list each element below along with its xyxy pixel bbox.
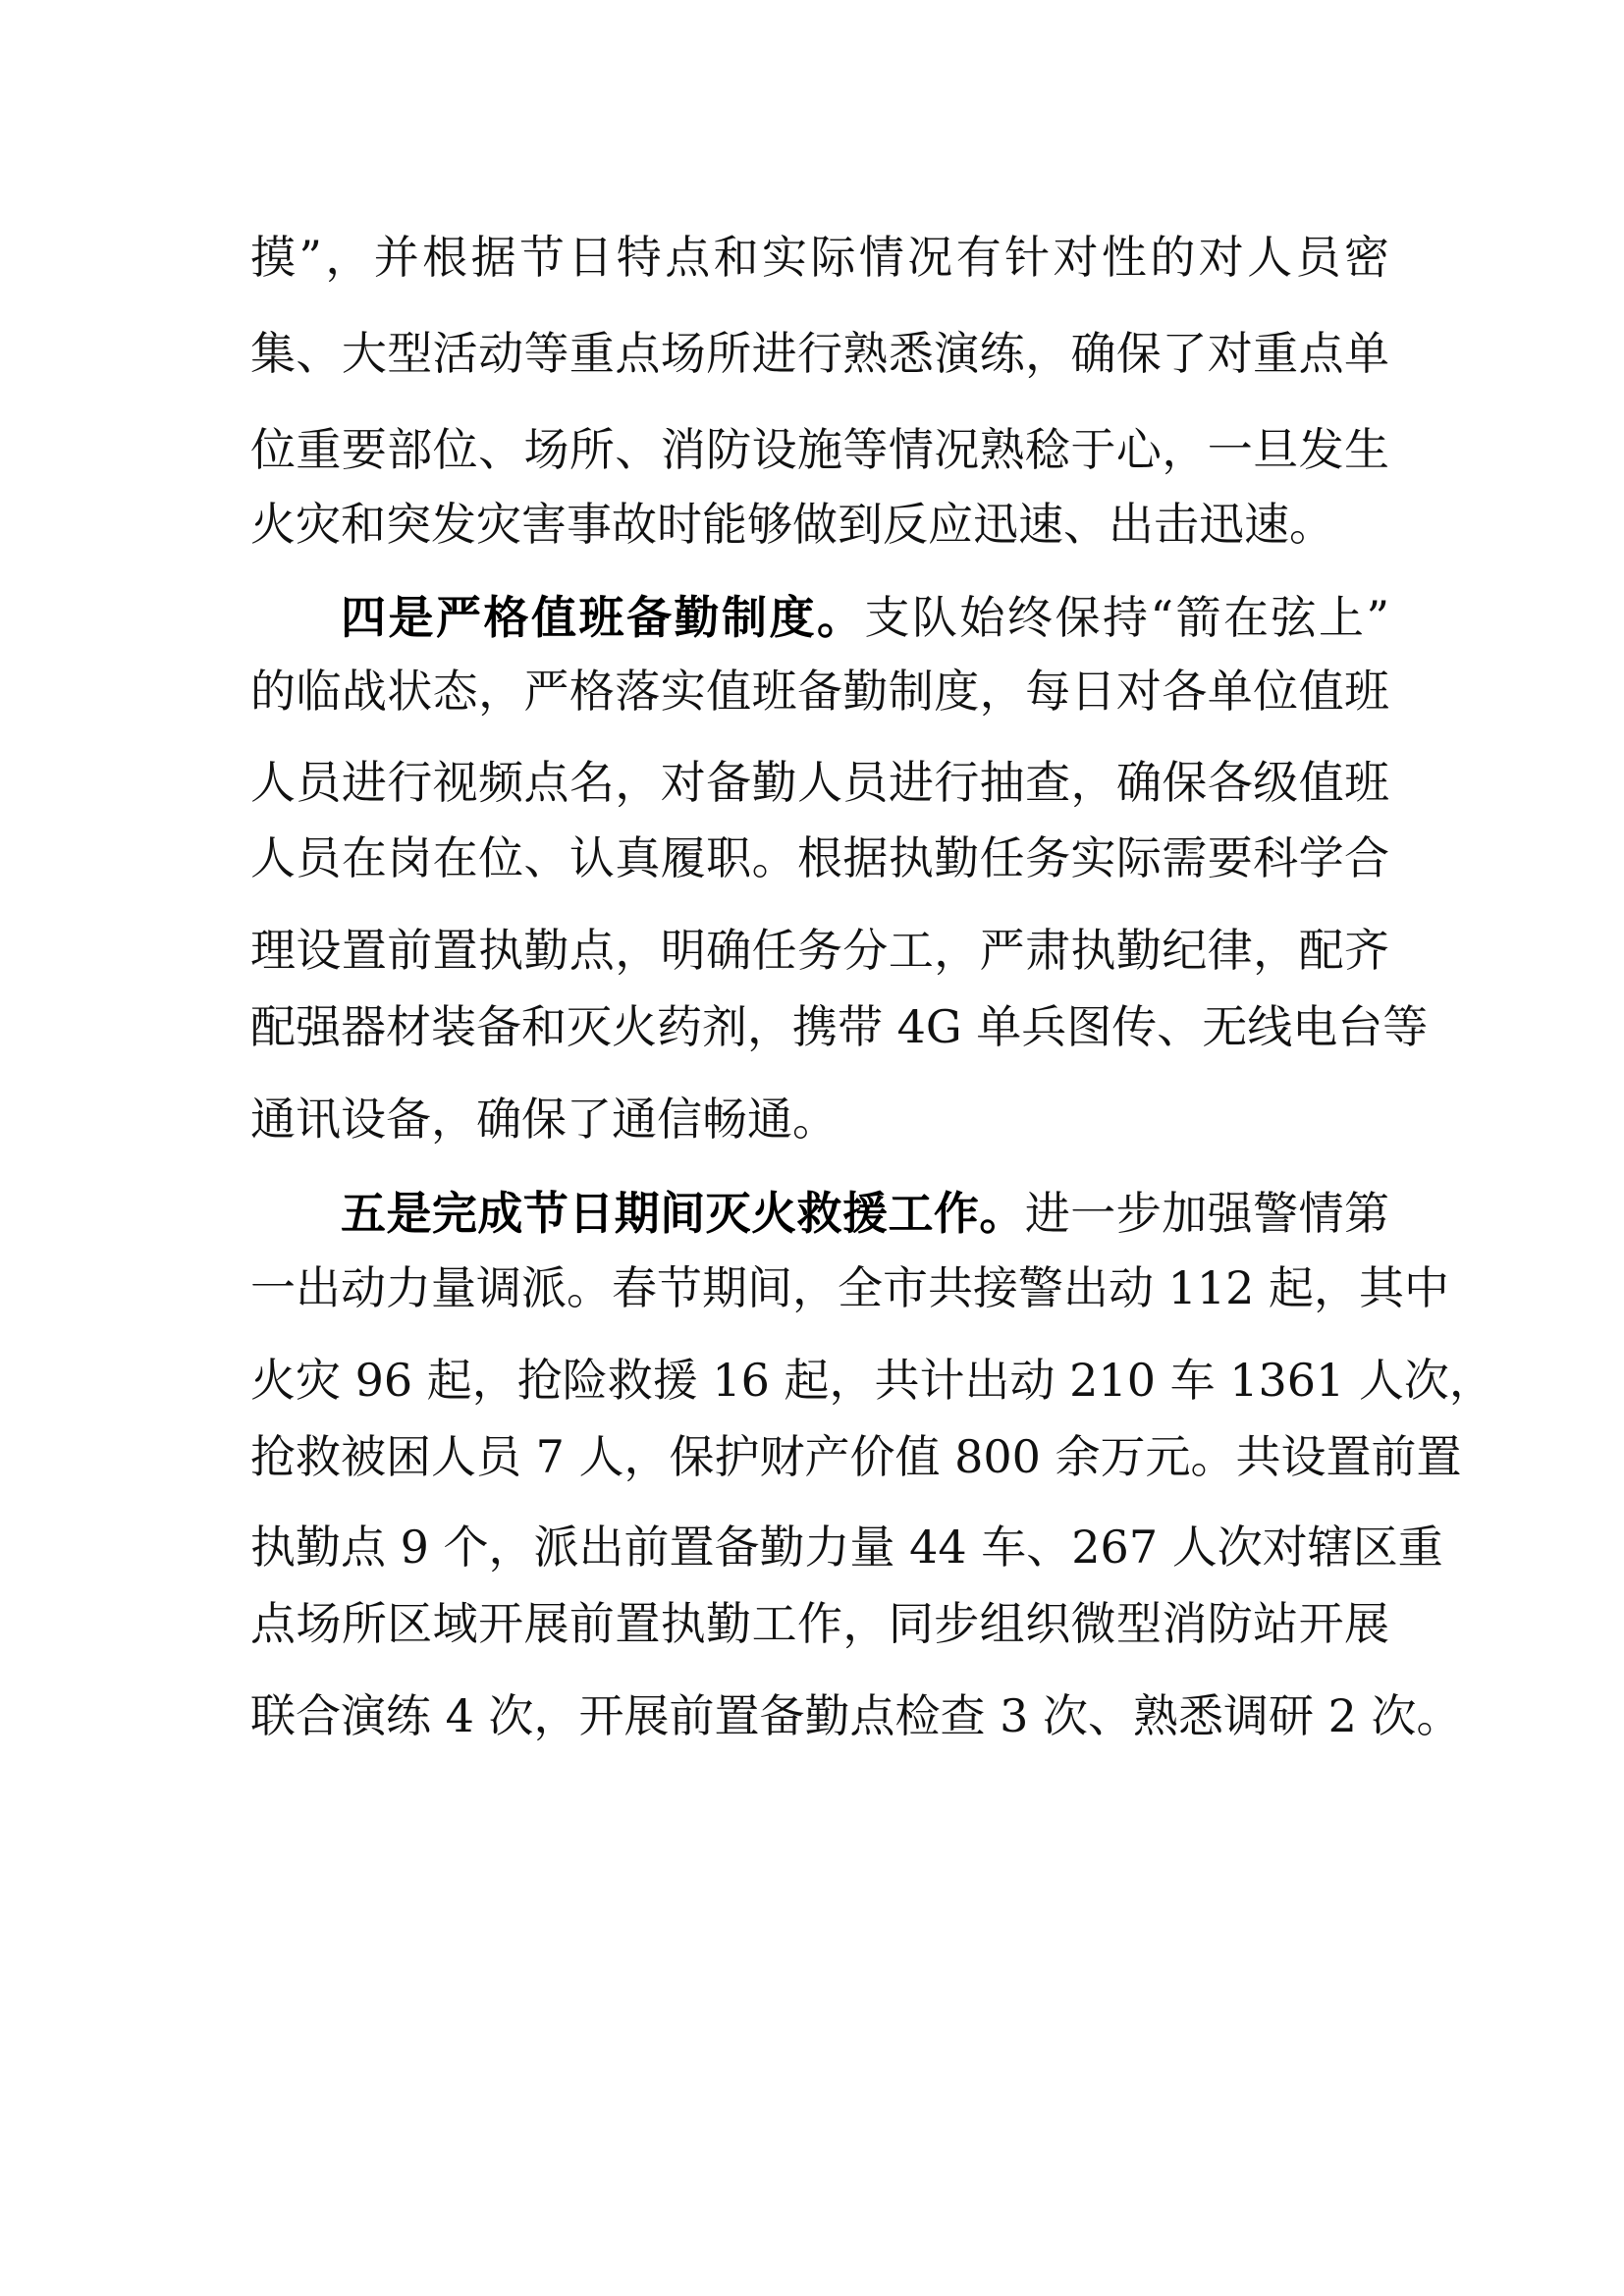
paragraph-3-first-line-text: 进一步加强警情第 — [1024, 1187, 1390, 1240]
paragraph-1-line-4: 火灾和突发灾害事故时能够做到反应迅速、出击迅速。 — [250, 498, 1334, 551]
paragraph-2-line-7: 通讯设备，确保了通信畅通。 — [250, 1093, 838, 1146]
paragraph-3-line-7: 联合演练 4 次，开展前置备勤点检查 3 次、熟悉调研 2 次。 — [250, 1689, 1462, 1742]
paragraph-3-heading: 五是完成节日期间灭火救援工作。 — [341, 1187, 1025, 1240]
paragraph-3-line-2: 一出动力量调派。春节期间，全市共接警出动 112 起，其中 — [250, 1261, 1450, 1314]
paragraph-3-line-3: 火灾 96 起，抢险救援 16 起，共计出动 210 车 1361 人次， — [250, 1354, 1494, 1407]
paragraph-3-line-4: 抢救被困人员 7 人，保护财产价值 800 余万元。共设置前置 — [250, 1430, 1462, 1483]
paragraph-1-line-1: 摸”，并根据节日特点和实际情况有针对性的对人员密 — [250, 231, 1389, 284]
paragraph-2-line-6: 配强器材装备和灭火药剂，携带 4G 单兵图传、无线电台等 — [250, 1000, 1429, 1053]
paragraph-2-line-3: 人员进行视频点名，对备勤人员进行抽查，确保各级值班 — [250, 756, 1389, 809]
paragraph-2-line-2: 的临战状态，严格落实值班备勤制度，每日对各单位值班 — [250, 665, 1389, 718]
paragraph-3-line-1 — [341, 1174, 1389, 1253]
paragraph-2-heading: 四是严格值班备勤制度。 — [341, 591, 865, 644]
paragraph-2-line-4: 人员在岗在位、认真履职。根据执勤任务实际需要科学合 — [250, 831, 1389, 884]
paragraph-2-line-1 — [341, 578, 1389, 657]
paragraph-2-first-line-text: 支队始终保持“箭在弦上” — [864, 591, 1389, 644]
paragraph-2-line-5: 理设置前置执勤点，明确任务分工，严肃执勤纪律，配齐 — [250, 924, 1389, 977]
paragraph-1-line-3: 位重要部位、场所、消防设施等情况熟稔于心，一旦发生 — [250, 423, 1389, 476]
paragraph-1-line-2: 集、大型活动等重点场所进行熟悉演练，确保了对重点单 — [250, 327, 1389, 380]
paragraph-3-line-6: 点场所区域开展前置执勤工作，同步组织微型消防站开展 — [250, 1597, 1389, 1650]
paragraph-3-line-5: 执勤点 9 个，派出前置备勤力量 44 车、267 人次对辖区重 — [250, 1521, 1443, 1574]
